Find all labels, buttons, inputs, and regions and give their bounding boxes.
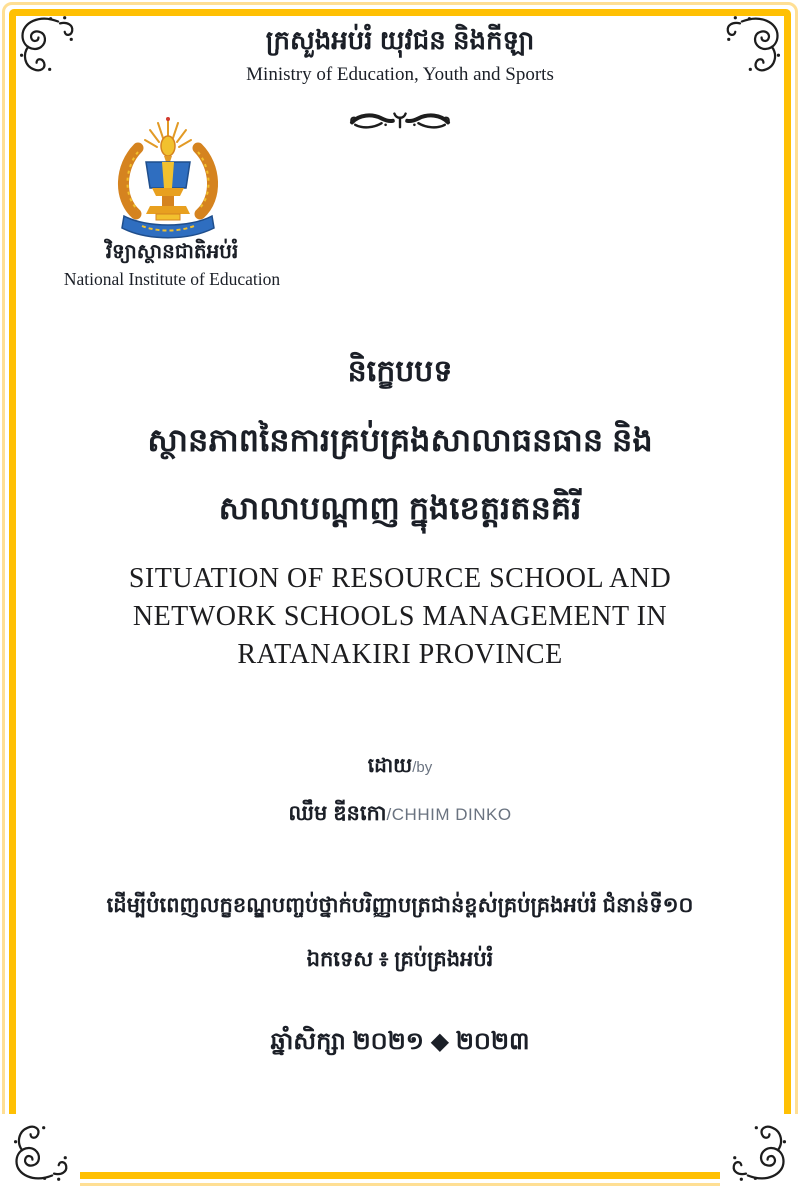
corner-flourish-icon bbox=[9, 1122, 69, 1184]
author-line bbox=[26, 800, 774, 831]
national-institute-of-education-emblem bbox=[112, 114, 224, 242]
thesis-title-english bbox=[26, 560, 774, 674]
khmer-scroll-divider-icon bbox=[348, 106, 452, 134]
thesis-title-khmer-line1: ស្ថានភាពនៃការគ្រប់គ្រងសាលាធនធាន និង bbox=[147, 422, 653, 458]
byline-khmer: ដោយ bbox=[367, 755, 413, 777]
author-name-khmer: ឈឹម ឌីនកោ bbox=[288, 802, 387, 825]
ministry-title-khmer: ក្រសួងអប់រំ យុវជន និងកីឡា bbox=[265, 25, 535, 55]
institute-name-khmer: វិទ្យាស្ថានជាតិអប់រំ bbox=[105, 241, 239, 263]
thesis-title-english-line3: RATANAKIRI PROVINCE bbox=[237, 639, 563, 670]
byline bbox=[26, 752, 774, 782]
thesis-label-khmer: និក្ខេបបទ bbox=[347, 355, 453, 388]
byline-separator: / bbox=[412, 759, 417, 776]
corner-flourish-icon bbox=[725, 13, 785, 75]
ministry-title-english: Ministry of Education, Youth and Sports bbox=[246, 64, 554, 85]
thesis-title-khmer-line2: សាលាបណ្ដាញ ក្នុងខេត្តរតនគិរី bbox=[218, 490, 582, 526]
academic-year: ឆ្នាំសិក្សា ២០២១ ◆ ២០២៣ bbox=[270, 1028, 530, 1055]
institute-name-english: National Institute of Education bbox=[63, 269, 281, 289]
purpose-line-1: ដើម្បីបំពេញលក្ខខណ្ឌបញ្ចប់ថ្នាក់បរិញ្ញាបត្រជាន់ខ្ពស់គ្រប់គ្រងអប់រំ ជំនាន់ទី១០ bbox=[106, 894, 694, 917]
thesis-title-english-line2: NETWORK SCHOOLS MANAGEMENT IN bbox=[132, 601, 668, 632]
purpose-line-2: ឯកទេស ៖ គ្រប់គ្រងអប់រំ bbox=[306, 948, 494, 971]
byline-english: by bbox=[416, 759, 433, 776]
corner-flourish-icon bbox=[15, 13, 75, 75]
author-name-english: CHHIM DINKO bbox=[391, 805, 512, 824]
thesis-title-english-line1: SITUATION OF RESOURCE SCHOOL AND bbox=[128, 563, 672, 594]
corner-flourish-icon bbox=[731, 1122, 791, 1184]
author-separator: / bbox=[386, 805, 392, 824]
institute-block bbox=[16, 238, 328, 292]
